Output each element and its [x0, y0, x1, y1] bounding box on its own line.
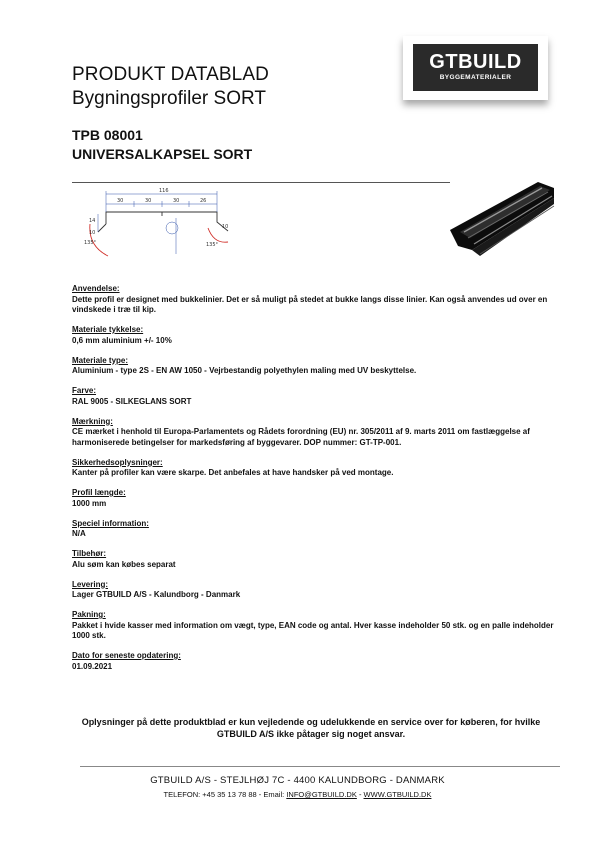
spec-heading: Tilbehør: [72, 549, 107, 558]
page-subtitle: Bygningsprofiler SORT [72, 88, 266, 109]
dim-label: 30 [173, 198, 180, 204]
dim-label: 10 [89, 230, 96, 236]
dim-label: 26 [200, 198, 207, 204]
footer-web-link[interactable]: WWW.GTBUILD.DK [363, 790, 432, 799]
spec-section [72, 386, 562, 407]
spec-section [72, 458, 562, 479]
spec-section [72, 488, 562, 509]
spec-heading: Materiale tykkelse: [72, 325, 144, 334]
dim-label: 116 [159, 188, 169, 194]
spec-section [72, 284, 562, 316]
spec-heading: Profil længde: [72, 488, 126, 497]
footer-divider [80, 766, 560, 767]
dim-label: 30 [117, 198, 124, 204]
spec-section [72, 610, 562, 642]
logo-badge [413, 44, 538, 91]
spec-heading: Dato for seneste opdatering: [72, 651, 181, 660]
spec-text: Lager GTBUILD A/S - Kalundborg - Danmark [72, 590, 241, 599]
dim-label: 10 [222, 224, 229, 230]
spec-text: Alu søm kan købes separat [72, 559, 176, 569]
spec-text: CE mærket i henhold til Europa-Parlamentets og Rådets forordning (EU) nr. 305/2011 af 9. marts 2011 om fastlæggelse af harmoniserede betingelser for markedsføring af byggevarer. DOP nummer: GT-TP-001. [72, 427, 530, 447]
spec-heading: Pakning: [72, 610, 106, 619]
divider [72, 182, 450, 183]
footer-address: GTBUILD A/S - STEJLHØJ 7C - 4400 KALUNDBORG - DANMARK [150, 775, 445, 786]
page-title: PRODUKT DATABLAD [72, 64, 269, 85]
spec-text: 1000 mm [72, 498, 107, 508]
product-photo [450, 182, 555, 262]
profile-technical-drawing [76, 184, 236, 284]
spec-text: RAL 9005 - SILKEGLANS SORT [72, 396, 192, 406]
dim-label: 30 [145, 198, 152, 204]
spec-heading: Farve: [72, 386, 97, 395]
angle-label: 135° [84, 240, 97, 246]
spec-text: N/A [72, 529, 86, 538]
product-code: TPB 08001 [72, 127, 143, 143]
spec-heading: Mærkning: [72, 416, 113, 426]
spec-heading: Sikkerhedsoplysninger: [72, 457, 163, 467]
logo-tagline: BYGGEMATERIALER [439, 74, 512, 81]
spec-text: 01.09.2021 [72, 661, 113, 671]
spec-heading: Materiale type: [72, 355, 129, 365]
spec-text: Aluminium - type 2S - EN AW 1050 - Vejrbestandig polyethylen maling med UV beskyttelse. [72, 366, 417, 375]
spec-section [72, 417, 562, 449]
footer-separator: - [356, 790, 364, 799]
angle-label: 135° [206, 242, 219, 248]
spec-section [72, 356, 562, 377]
spec-section [72, 651, 562, 672]
spec-text: 0,6 mm aluminium +/- 10% [72, 335, 172, 345]
footer-contact [0, 790, 595, 799]
footer-email-link[interactable]: INFO@GTBUILD.DK [286, 790, 357, 799]
spec-list [72, 284, 562, 682]
spec-section [72, 519, 562, 540]
logo-name: GTBUILD [429, 51, 522, 73]
company-logo [403, 36, 548, 100]
dim-label: 14 [89, 218, 96, 224]
product-name: UNIVERSALKAPSEL SORT [72, 146, 253, 162]
spec-heading: Speciel information: [72, 518, 149, 528]
spec-section [72, 549, 562, 570]
spec-text: Dette profil er designet med bukkelinier. Det er så muligt på stedet at bukke langs disse linier. Kan også anvendes ud over en vindskede i træ til kip. [72, 294, 548, 314]
disclaimer-text: Oplysninger på dette produktblad er kun vejledende og udelukkende en service over for køberen, for hvilke GTBUILD A/S ikke påtager sig noget ansvar. [81, 717, 541, 739]
spec-text: Kanter på profiler kan være skarpe. Det anbefales at have handsker på ved montage. [72, 468, 394, 477]
spec-text: Pakket i hvide kasser med information om vægt, type, EAN code og antal. Hver kasse indeholder 50 stk. og en palle indeholder 1000 stk. [72, 620, 554, 640]
spec-section [72, 325, 562, 346]
spec-heading: Levering: [72, 579, 109, 589]
spec-heading: Anvendelse: [72, 284, 120, 293]
footer-phone: TELEFON: +45 35 13 78 88 - Email: [163, 790, 287, 799]
spec-section [72, 580, 562, 601]
